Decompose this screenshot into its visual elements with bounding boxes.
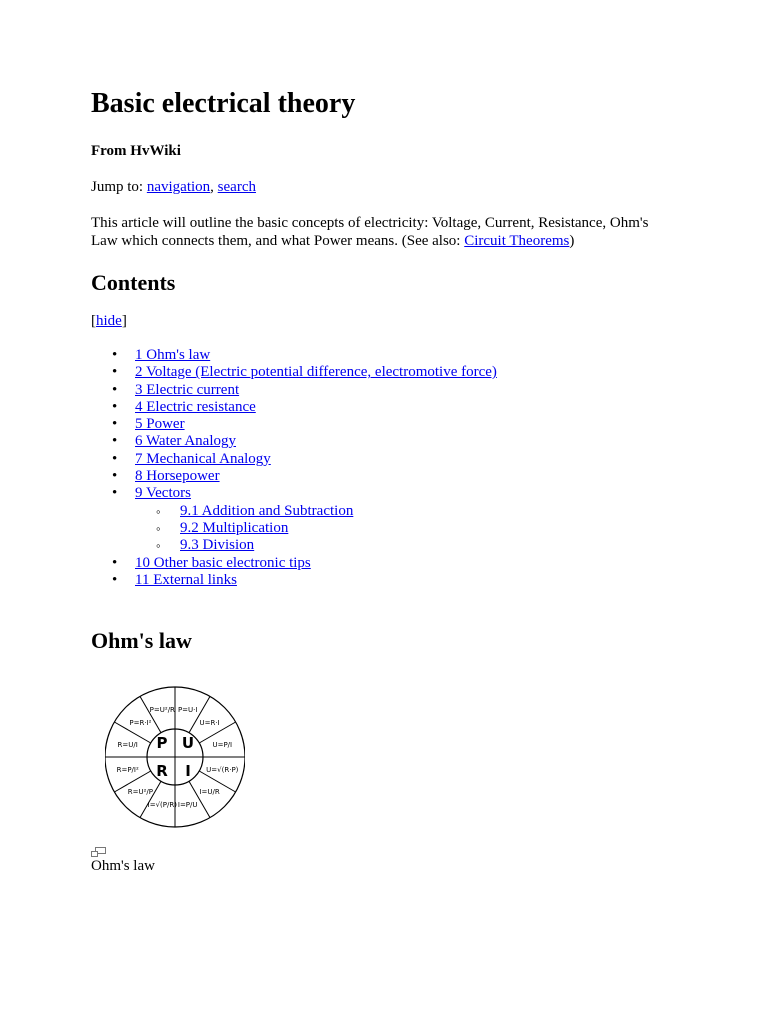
toc-link[interactable]: 1 Ohm's law bbox=[135, 347, 211, 363]
wheel-formula: R=U/I bbox=[117, 740, 138, 749]
magnify-icon[interactable] bbox=[91, 847, 106, 858]
toc-item bbox=[91, 433, 497, 450]
toc-link[interactable]: 2 Voltage (Electric potential difference, electromotive force) bbox=[135, 364, 497, 381]
toc-item bbox=[91, 364, 497, 381]
bullet-icon: • bbox=[112, 398, 118, 415]
wheel-formula: I=P/U bbox=[177, 800, 198, 809]
wheel-formula: P=R·I² bbox=[129, 718, 152, 727]
intro-paragraph bbox=[91, 214, 671, 250]
toc-link[interactable]: 7 Mechanical Analogy bbox=[135, 450, 271, 467]
page-title: Basic electrical theory bbox=[91, 88, 356, 119]
image-caption: Ohm's law bbox=[91, 858, 155, 874]
wheel-center-letter: I bbox=[185, 762, 191, 780]
ohms-law-wheel-image[interactable] bbox=[105, 683, 245, 831]
toc-link[interactable]: 4 Electric resistance bbox=[135, 398, 256, 415]
circle-bullet-icon: ◦ bbox=[156, 538, 161, 554]
wheel-formula: U=P/I bbox=[212, 740, 233, 749]
toc-link[interactable]: 6 Water Analogy bbox=[135, 433, 236, 450]
bullet-icon: • bbox=[112, 347, 118, 363]
toc-item bbox=[91, 485, 497, 502]
intro-text: This article will outline the basic concepts of electricity: Voltage, Current, Resistance, Ohm's Law which connects them, and what Power means. (See also: bbox=[91, 215, 649, 249]
hide-bracket-close: ] bbox=[121, 313, 127, 329]
wheel-formula: I=√(P/R) bbox=[147, 800, 177, 809]
wheel-center-letter: R bbox=[156, 762, 168, 780]
search-link[interactable]: search bbox=[217, 179, 256, 195]
toc-item bbox=[91, 555, 497, 572]
toc-link[interactable]: 9 Vectors bbox=[135, 485, 191, 502]
bullet-icon: • bbox=[112, 433, 118, 450]
circle-bullet-icon: ◦ bbox=[156, 503, 161, 519]
bullet-icon: • bbox=[112, 485, 118, 502]
toc-item bbox=[91, 416, 497, 433]
wheel-formula: P=U²/R bbox=[149, 706, 175, 715]
toc-link[interactable]: 3 Electric current bbox=[135, 381, 240, 398]
circuit-theorems-link[interactable]: Circuit Theorems bbox=[464, 233, 570, 249]
toc-item bbox=[91, 503, 497, 520]
toc-item bbox=[91, 520, 497, 537]
table-of-contents bbox=[91, 347, 497, 589]
circle-bullet-icon: ◦ bbox=[156, 520, 161, 536]
jump-prefix: Jump to: bbox=[91, 179, 147, 195]
toc-item bbox=[91, 537, 497, 554]
wheel-formula: R=U²/P bbox=[127, 788, 154, 797]
bullet-icon: • bbox=[112, 571, 118, 588]
hide-link[interactable]: hide bbox=[96, 313, 122, 329]
navigation-link[interactable]: navigation bbox=[146, 179, 211, 195]
bullet-icon: • bbox=[112, 416, 118, 433]
wheel-formula: U=R·I bbox=[199, 718, 220, 727]
toc-link[interactable]: 9.2 Multiplication bbox=[180, 519, 289, 536]
toc-item bbox=[91, 382, 497, 399]
bullet-icon: • bbox=[112, 468, 118, 485]
hide-bracket-open: [ bbox=[91, 313, 96, 329]
toc-link[interactable]: 11 External links bbox=[135, 571, 237, 588]
contents-heading: Contents bbox=[91, 270, 176, 295]
wheel-formula: I=U/R bbox=[199, 788, 220, 797]
hide-toggle bbox=[91, 313, 127, 330]
wheel-formula: U=√(R·P) bbox=[206, 766, 239, 775]
bullet-icon: • bbox=[112, 450, 118, 467]
toc-item bbox=[91, 468, 497, 485]
jump-separator: , bbox=[210, 179, 218, 195]
bullet-icon: • bbox=[112, 554, 118, 571]
jump-links bbox=[91, 179, 256, 196]
bullet-icon: • bbox=[112, 364, 118, 381]
wheel-center-letter: P bbox=[156, 734, 168, 752]
toc-link[interactable]: 5 Power bbox=[135, 416, 185, 433]
toc-link[interactable]: 9.3 Division bbox=[180, 537, 255, 554]
wheel-formula: R=P/I² bbox=[116, 766, 139, 775]
toc-item bbox=[91, 347, 497, 364]
toc-item bbox=[91, 572, 497, 589]
site-subtitle: From HvWiki bbox=[91, 143, 181, 159]
toc-link[interactable]: 8 Horsepower bbox=[135, 468, 220, 485]
toc-item bbox=[91, 399, 497, 416]
intro-suffix: ) bbox=[569, 233, 575, 249]
wheel-formula: P=U·I bbox=[177, 706, 198, 715]
toc-item bbox=[91, 451, 497, 468]
bullet-icon: • bbox=[112, 381, 118, 398]
wheel-center-letter: U bbox=[181, 734, 195, 752]
toc-link[interactable]: 10 Other basic electronic tips bbox=[135, 554, 311, 571]
toc-link[interactable]: 9.1 Addition and Subtraction bbox=[180, 502, 354, 519]
ohms-law-heading: Ohm's law bbox=[91, 628, 192, 653]
